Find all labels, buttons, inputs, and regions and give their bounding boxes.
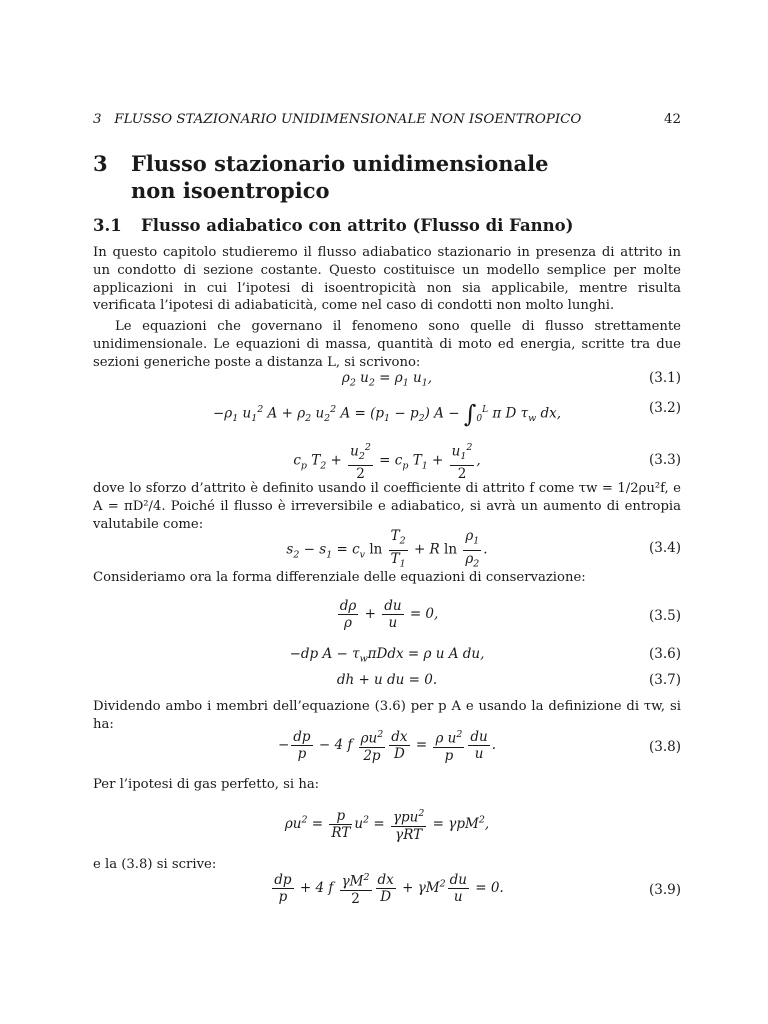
- paragraph-intro: In questo capitolo studieremo il flusso adiabatico stazionario in presenza di attrito in un condotto di sezione costante. Questo costituisce un modello semplice per molte applicazioni in cui l’ipotesi di isoentropicità non sia applicabile, mentre risulta verificata l’ipotesi di adiabaticità, come nel caso di condotti non molto lunghi.: [93, 245, 681, 314]
- equation-3-1: $\rho_2$ $u_2 = \rho_1$ $u_1$, (3.1): [341, 370, 681, 389]
- paragraph-divide: Dividendo ambo i membri dell’equazione (3.6) per p A e usando la definizione di τw, si ha:: [93, 699, 681, 732]
- paragraph-friction-line1: dove lo sforzo d’attrito è definito usando il coefficiente di attrito f come τw = 1/2ρu²f, e: [93, 481, 681, 496]
- equation-number: (3.4): [648, 540, 681, 556]
- paragraph-equations-intro: [93, 318, 681, 371]
- equation-number: (3.8): [648, 739, 681, 755]
- equation-number: (3.7): [648, 672, 681, 688]
- paragraph-differential: Consideriamo ora la forma differenziale delle equazioni di conservazione:: [93, 570, 586, 585]
- equation-3-7: dh + u du = 0. (3.7): [336, 672, 681, 688]
- subsection-heading: [93, 216, 573, 235]
- subsection-number: 3.1: [93, 216, 122, 235]
- section-number: 3: [93, 151, 108, 176]
- equation-3-9: $\frac{dp}{p}$ + 4 f $\frac{\gamma M^2}{2}$ $\frac{dx}{D}$ + $\gamma M^2$ $\frac{du}{u}$ = 0. (3.9): [274, 871, 681, 907]
- equation-number: (3.2): [648, 400, 681, 416]
- equation-number: (3.6): [648, 646, 681, 662]
- section-heading: [93, 150, 548, 204]
- equation-number: (3.5): [648, 608, 681, 624]
- equation-3-4: $s_2 - s_1 = c_v$ ln $\frac{T_2}{T_1}$ + R ln $\frac{\rho_1}{\rho_2}$ . (3.4): [286, 528, 681, 570]
- equation-3-6: −dp $A - \tau_w\pi Ddx = \rho$ u A du, (3.6): [289, 646, 681, 665]
- paragraph-friction-line2: A = πD²/4. Poiché il flusso è irreversibile e adiabatico, si avrà un aumento di entropia valutabile come:: [93, 498, 681, 532]
- section-title-line1: Flusso stazionario unidimensionale: [131, 151, 549, 176]
- paragraph-perfect-gas: Per l’ipotesi di gas perfetto, si ha:: [93, 777, 320, 792]
- equation-number: (3.3): [648, 452, 681, 468]
- equation-number: (3.9): [648, 882, 681, 898]
- subsection-title: Flusso adiabatico con attrito (Flusso di Fanno): [141, 216, 574, 235]
- paragraph-equations-intro-text: Le equazioni che governano il fenomeno sono quelle di flusso strettamente unidimensionale. Le equazioni di massa, quantità di moto ed energia, scritte tra due sezioni generiche poste a distanza L, si scrivono:: [93, 319, 681, 370]
- equation-3-5: $\frac{d\rho}{\rho}$ + $\frac{du}{u}$ = 0, (3.5): [339, 598, 681, 631]
- page-number: 42: [663, 112, 681, 127]
- equation-3-8: − $\frac{dp}{p}$ − 4 f $\frac{\rho u^2}{2p}$ $\frac{dx}{D}$ = $\frac{\rho u^2}{p}$ $\frac{du}{u}$ . (3.8): [277, 728, 681, 764]
- equation-perfect-gas: $\rho u^2$ = $\frac{p}{RT}$ $u^2$ = $\frac{\gamma pu^2}{\text{γRT}}$ = γpM$^2$,: [284, 807, 490, 843]
- equation-number: (3.1): [648, 370, 681, 386]
- equation-3-3: $c_p$ $T_2$ + $\frac{u_2^2}{2}$ = $c_p$ $T_1$ + $\frac{u_1^2}{2}$ , (3.3): [293, 442, 681, 483]
- paragraph-rewrite: e la (3.8) si scrive:: [93, 857, 217, 872]
- running-head-title: 3 FLUSSO STAZIONARIO UNIDIMENSIONALE NON ISOENTROPICO: [93, 112, 582, 127]
- paragraph-friction: [93, 480, 681, 533]
- section-title-line2: non isoentropico: [131, 178, 330, 203]
- running-head: [93, 112, 681, 127]
- equation-3-2: $-\rho_1$ $u_1^2$ $A + \rho_2$ $u_2^2$ $A = (p_1 - p_2) A - \int_0^L$ π D $\tau_w$ dx, (3.2): [212, 400, 681, 428]
